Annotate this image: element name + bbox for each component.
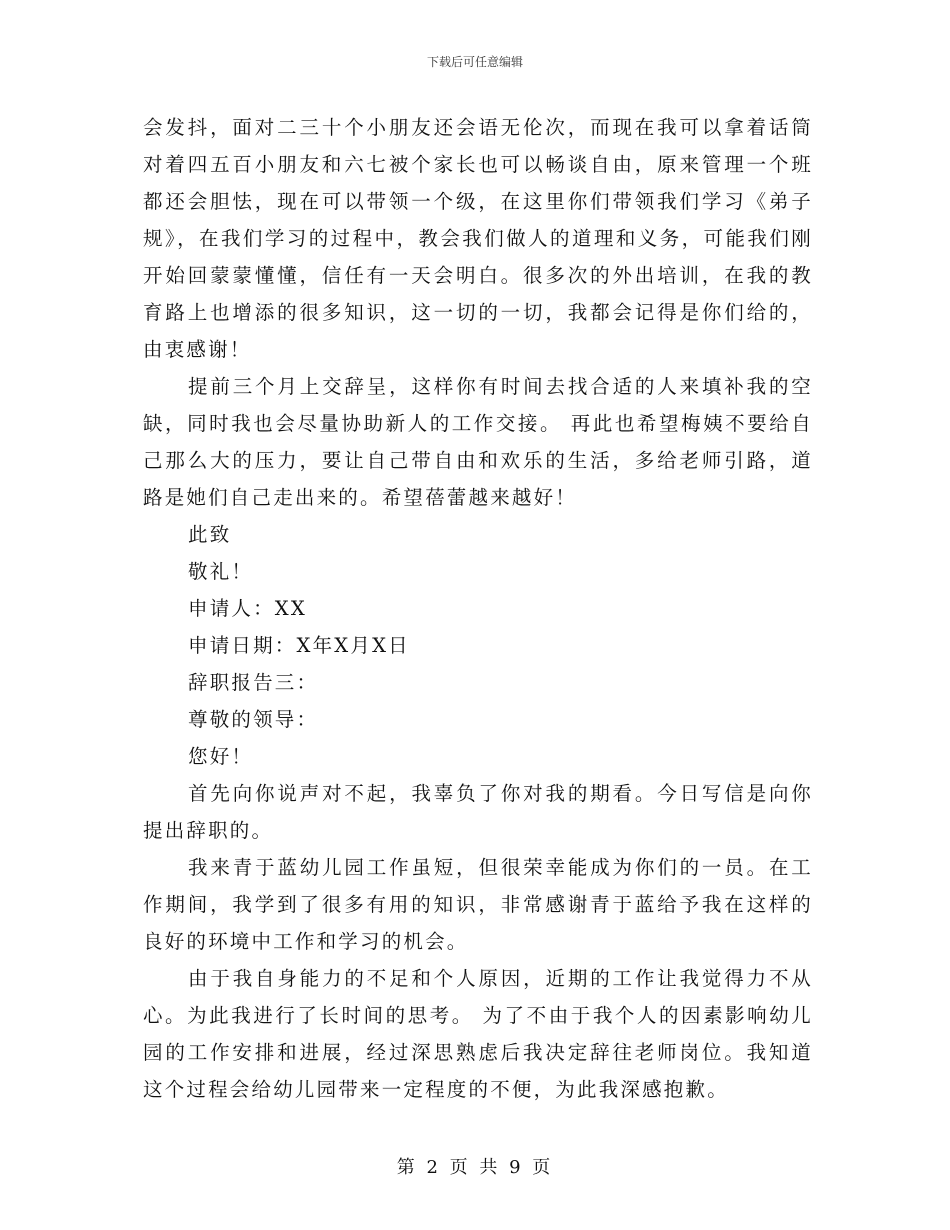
closing-respect: 敬礼！ (188, 560, 254, 583)
greeting-addressee: 尊敬的领导： (188, 708, 319, 731)
paragraph-resignation-notice: 提前三个月上交辞呈，这样你有时间去找合适的人来填补我的空缺，同时我也会尽量协助新人的工作交接。 再此也希望梅姨不要给自己那么大的压力，要让自己带自由和欢乐的生活，多给老师引路，道路是她们自己走出来的。希望蓓蕾越来越好！ (143, 375, 813, 509)
page-number: 第 2 页 共 9 页 (396, 1157, 554, 1178)
page-header: 下载后可任意编辑 (426, 55, 523, 69)
application-date-line: 申请日期：X年X月X日 (188, 634, 410, 657)
paragraph-reason: 由于我自身能力的不足和个人原因，近期的工作让我觉得力不从心。为此我进行了长时间的思考。 为了不由于我个人的因素影响幼儿园的工作安排和进展，经过深思熟虑后我决定辞往老师岗位。我知道这个过程会给幼儿园带来一定程度的不便，为此我深感抱歉。 (143, 967, 813, 1101)
document-body (143, 109, 813, 1108)
paragraph-apology: 首先向你说声对不起，我辜负了你对我的期看。今日写信是向你提出辞职的。 (143, 782, 813, 842)
section-title: 辞职报告三： (188, 671, 319, 694)
applicant-line: 申请人：XX (188, 597, 307, 620)
paragraph-gratitude: 我来青于蓝幼儿园工作虽短，但很荣幸能成为你们的一员。在工作期间，我学到了很多有用的知识，非常感谢青于蓝给予我在这样的良好的环境中工作和学习的机会。 (143, 856, 813, 953)
closing-salutation: 此致 (188, 523, 232, 546)
greeting-hello: 您好！ (188, 745, 254, 768)
paragraph-continuation: 会发抖，面对二三十个小朋友还会语无伦次，而现在我可以拿着话筒对着四五百小朋友和六七被个家长也可以畅谈自由，原来管理一个班都还会胆怯，现在可以带领一个级，在这里你们带领我们学习《弟子规》，在我们学习的过程中，教会我们做人的道理和义务，可能我们刚开始回蒙蒙懂懂，信任有一天会明白。很多次的外出培训，在我的教育路上也增添的很多知识，这一切的一切，我都会记得是你们给的，由衷感谢！ (143, 116, 813, 361)
